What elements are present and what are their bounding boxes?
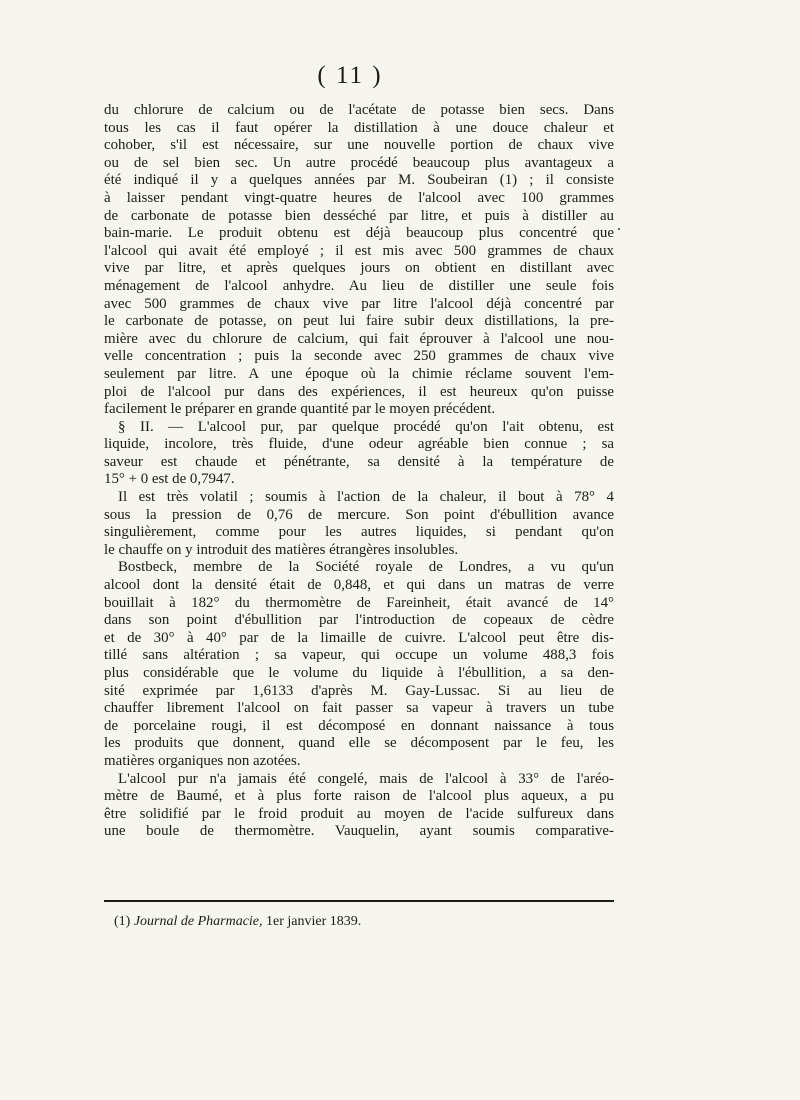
text-line: ploi de l'alcool pur dans des expériences, il est heureux qu'on puisse [104, 383, 614, 400]
text-line: de carbonate de potasse bien desséché par litre, et puis à distiller au [104, 207, 614, 224]
footnote-date: 1er janvier 1839. [266, 914, 362, 929]
footnote-marker: (1) [114, 914, 131, 929]
text-line: ou de sel bien sec. Un autre procédé beaucoup plus avantageux a [104, 154, 614, 171]
text-line: l'alcool qui avait été employé ; il est mis avec 500 grammes de chaux [104, 242, 614, 259]
text-line: cohober, s'il est nécessaire, sur une nouvelle portion de chaux vive [104, 137, 614, 154]
text-line: du chlorure de calcium ou de l'acétate de potasse bien secs. Dans [104, 102, 614, 118]
text-line: plus considérable que le volume du liquide à l'ébullition, a sa den- [104, 665, 614, 681]
text-line: mètre de Baumé, et à plus forte raison de l'alcool plus aqueux, a pu [104, 788, 614, 805]
text-line: bain-marie. Le produit obtenu est déjà beaucoup plus concentré que [104, 225, 614, 242]
page-number: ( 11 ) [317, 62, 383, 89]
text-line: être solidifié par le froid produit au moyen de l'acide sulfureux dans [104, 805, 614, 822]
text-line: sité exprimée par 1,6133 d'après M. Gay-Lussac. Si au lieu de [104, 682, 614, 699]
text-line: de porcelaine rougi, il est décomposé en donnant naissance à tous [104, 717, 614, 734]
text-line: liquide, incolore, très fluide, d'une odeur agréable bien connue ; sa [104, 436, 614, 453]
text-line: avec 500 grammes de chaux vive par litre l'alcool déjà concentré par [104, 295, 614, 312]
footnote [114, 914, 361, 930]
text-line: une boule de thermomètre. Vauquelin, ayant soumis comparative- [104, 823, 614, 840]
body-text [104, 102, 614, 841]
text-line: à laisser pendant vingt-quatre heures de l'alcool avec 100 grammes [104, 189, 614, 206]
footnote-divider [104, 900, 614, 902]
text-line: 15° + 0 est de 0,7947. [104, 471, 235, 488]
text-line: bouillait à 182° du thermomètre de Fareinheit, était avancé de 14° [104, 594, 614, 611]
text-line: sous la pression de 0,76 de mercure. Son point d'ébullition avance [104, 506, 614, 523]
text-line: seulement par litre. A une époque où la chimie réclame souvent l'em- [104, 365, 614, 382]
text-line: et de 30° à 40° par de la limaille de cuivre. L'alcool peut être dis- [104, 629, 614, 646]
text-line: les produits que donnent, quand elle se décomposent par le feu, les [104, 735, 614, 752]
text-line: L'alcool pur n'a jamais été congelé, mais de l'alcool à 33° de l'aréo- [118, 770, 614, 787]
text-line: alcool dont la densité était de 0,848, et qui dans un matras de verre [104, 577, 614, 594]
text-line: tous les cas il faut opérer la distillation à une douce chaleur et [104, 119, 614, 136]
text-line: Bostbeck, membre de la Société royale de Londres, a vu qu'un [118, 559, 614, 576]
text-line: ménagement de l'alcool anhydre. Au lieu de distiller une seule fois [104, 277, 614, 294]
text-line: chauffer librement l'alcool on fait passer sa vapeur à travers un tube [104, 700, 614, 717]
text-line: le carbonate de potasse, on peut lui faire subir deux distillations, la pre- [104, 313, 614, 330]
text-line: vive par litre, et après quelques jours on obtient en distillant avec [104, 260, 614, 277]
text-line: le chauffe on y introduit des matières étrangères insolubles. [104, 541, 459, 558]
text-line: mière avec du chlorure de calcium, qui fait éprouver à l'alcool une nou- [104, 330, 614, 347]
text-line: facilement le préparer en grande quantité par le moyen précédent. [104, 401, 496, 418]
text-line: velle concentration ; puis la seconde avec 250 grammes de chaux vive [104, 348, 614, 365]
text-line: été indiqué il y a quelques années par M. Soubeiran (1) ; il consiste [104, 172, 614, 189]
text-line: Il est très volatil ; soumis à l'action de la chaleur, il bout à 78° 4 [118, 489, 614, 506]
text-line: singulièrement, comme pour les autres liquides, si pendant qu'on [104, 524, 614, 541]
text-line: dans son point d'ébullition par l'introduction de copeaux de cèdre [104, 612, 614, 629]
section-heading-line: § II. — L'alcool pur, par quelque procédé qu'on l'ait obtenu, est [118, 418, 614, 435]
text-line: tillé sans altération ; sa vapeur, qui occupe un volume 488,3 fois [104, 647, 614, 664]
paper-speck [618, 228, 620, 230]
text-line: matières organiques non azotées. [104, 752, 301, 769]
text-line: saveur est chaude et pénétrante, sa densité à la température de [104, 453, 614, 470]
footnote-journal: Journal de Pharmacie, [133, 914, 263, 929]
